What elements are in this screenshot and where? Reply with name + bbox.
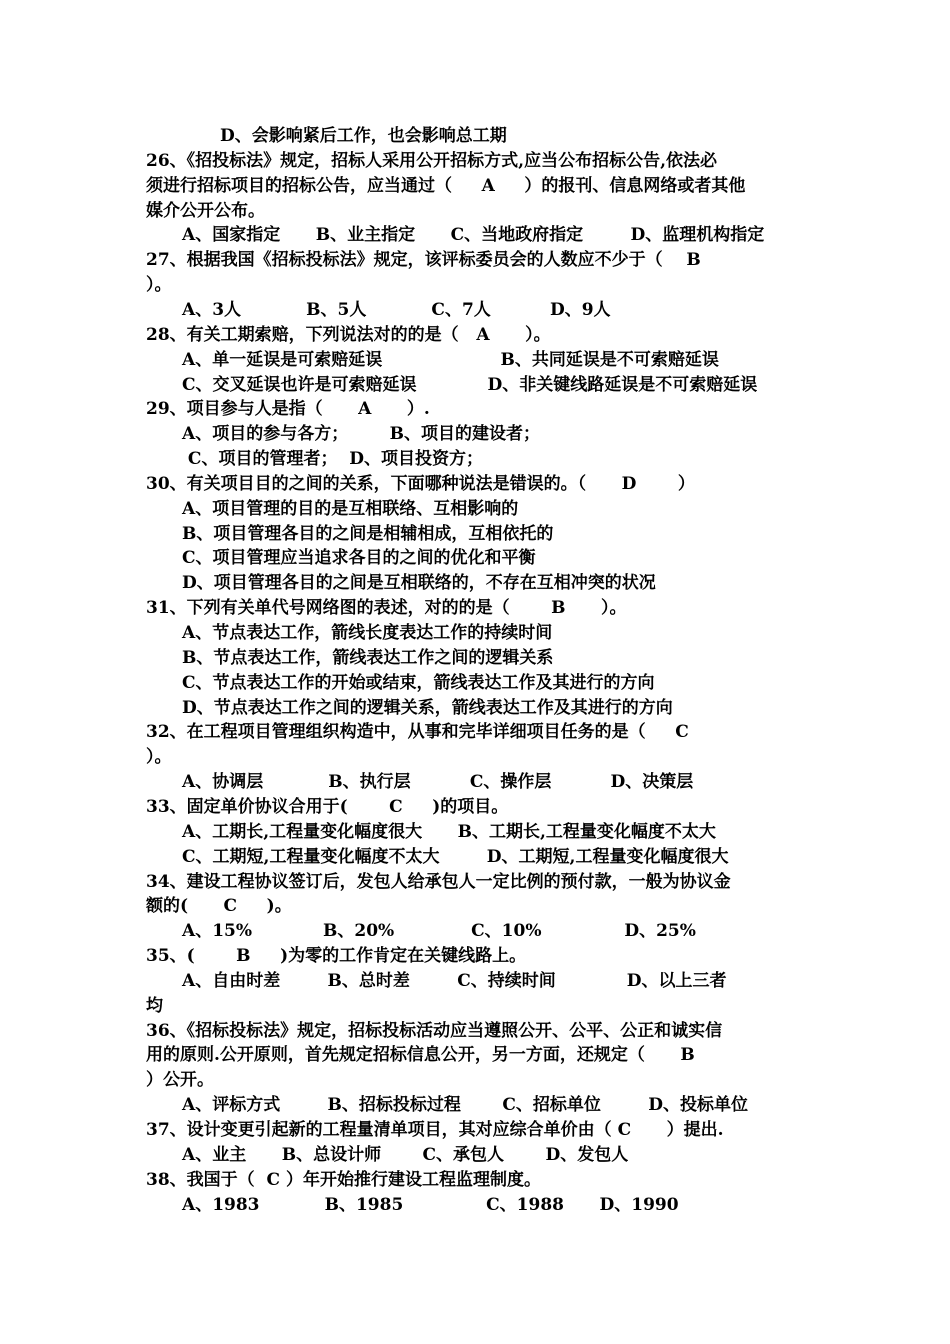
text-line: A、评标方式 B、招标投标过程 C、招标单位 D、投标单位 (182, 1095, 748, 1116)
text-line: 均 (146, 995, 163, 1016)
text-line: A、单一延误是可索赔延误 B、共同延误是不可索赔延误 (182, 349, 719, 370)
text-line: D、项目管理各目的之间是互相联络的，不存在互相冲突的状况 (182, 573, 656, 594)
text-line: C、交叉延误也许是可索赔延误 D、非关键线路延误是不可索赔延误 (182, 374, 758, 395)
text-line: C、节点表达工作的开始或结束，箭线表达工作及其进行的方向 (182, 672, 655, 693)
text-line: A、自由时差 B、总时差 C、持续时间 D、以上三者 (182, 970, 727, 991)
text-line: ）。 (146, 747, 172, 768)
text-line: D、节点表达工作之间的逻辑关系，箭线表达工作及其进行的方向 (182, 697, 673, 718)
text-line: ）。 (146, 275, 172, 296)
text-line: 37、设计变更引起新的工程量清单项目，其对应综合单价由（ C ）提出. (146, 1120, 724, 1140)
text-line: D、会影响紧后工作，也会影响总工期 (220, 126, 507, 146)
text-line: 用的原则.公开原则，首先规定招标信息公开，另一方面，还规定（ B (146, 1045, 695, 1066)
text-line: A、项目的参与各方； B、项目的建设者； (182, 424, 540, 445)
text-line: 32、在工程项目管理组织构造中，从事和完毕详细项目任务的是（ C (146, 722, 689, 743)
text-line: B、项目管理各目的之间是相辅相成，互相依托的 (182, 523, 554, 544)
text-line: C、工期短,工程量变化幅度不太大 D、工期短,工程量变化幅度很大 (182, 846, 729, 867)
text-line: 34、建设工程协议签订后，发包人给承包人一定比例的预付款，一般为协议金 (146, 871, 731, 892)
text-line: 33、固定单价协议合用于( C )的项目。 (146, 796, 509, 817)
text-line: 30、有关项目目的之间的关系，下面哪种说法是错误的。（ D ） (146, 473, 695, 494)
text-line: C、项目的管理者； D、项目投资方； (182, 449, 484, 470)
text-line: B、节点表达工作，箭线表达工作之间的逻辑关系 (182, 647, 554, 668)
text-line: A、国家指定 B、业主指定 C、当地政府指定 D、监理机构指定 (182, 225, 765, 246)
text-line: ）公开。 (146, 1070, 214, 1091)
text-line: 27、根据我国《招标投标法》规定，该评标委员会的人数应不少于（ B (146, 250, 701, 271)
text-line: 29、项目参与人是指（ A ）. (146, 399, 430, 420)
text-line: A、15% B、20% C、10% D、25% (182, 921, 696, 942)
text-line: A、3人 B、5人 C、7人 D、9人 (182, 299, 611, 320)
text-line: 38、我国于（ C ）年开始推行建设工程监理制度。 (146, 1169, 541, 1190)
text-line: 31、下列有关单代号网络图的表述，对的的是（ B ）。 (146, 598, 627, 619)
text-line: A、工期长,工程量变化幅度很大 B、工期长,工程量变化幅度不太大 (182, 821, 716, 842)
text-line: 须进行招标项目的招标公告，应当通过（ A ）的报刊、信息网络或者其他 (146, 175, 746, 196)
text-line: A、项目管理的目的是互相联络、互相影响的 (182, 498, 519, 519)
text-line: A、协调层 B、执行层 C、操作层 D、决策层 (182, 772, 694, 793)
text-line: A、节点表达工作，箭线长度表达工作的持续时间 (182, 623, 553, 643)
text-line: 36、《招标投标法》规定，招标投标活动应当遵照公开、公平、公正和诚实信 (146, 1020, 723, 1041)
text-line: 媒介公开公布。 (146, 200, 265, 221)
text-line: 35、( B )为零的工作肯定在关键线路上。 (146, 946, 527, 967)
text-line: 26、《招投标法》规定，招标人采用公开招标方式,应当公布招标公告,依法必 (146, 150, 717, 171)
text-line: C、项目管理应当追求各目的之间的优化和平衡 (182, 548, 536, 569)
text-line: 额的( C )。 (146, 896, 292, 917)
text-line: 28、有关工期索赔，下列说法对的的是（ A ）。 (146, 324, 551, 345)
text-line: A、1983 B、1985 C、1988 D、1990 (182, 1194, 679, 1215)
text-line: A、业主 B、总设计师 C、承包人 D、发包人 (182, 1144, 629, 1165)
